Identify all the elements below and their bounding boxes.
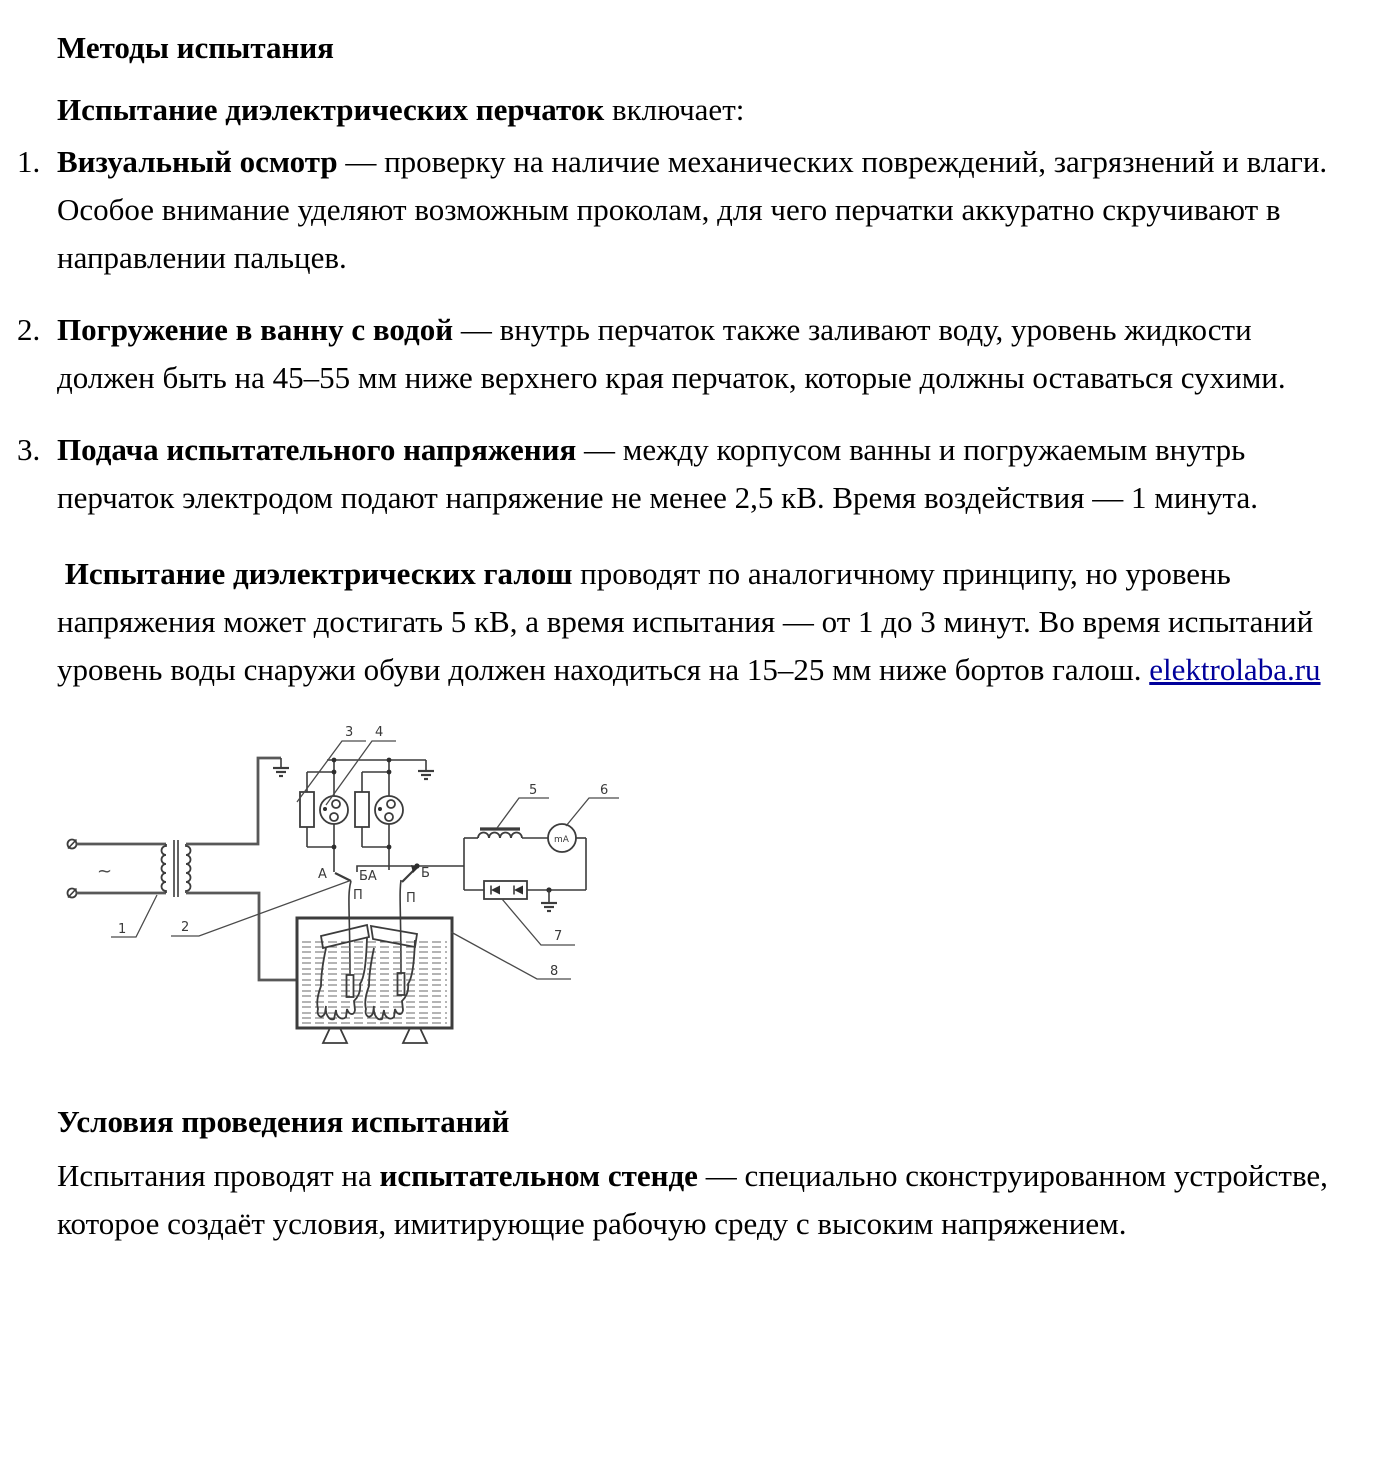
list-item-number: 3. [17, 432, 41, 467]
resistor-2 [355, 772, 369, 847]
contact-label-b: Б [421, 866, 430, 881]
heading-test-methods: Методы испытания [57, 30, 334, 65]
hv-wire-riser [186, 758, 281, 844]
intro-bold-text: Испытание диэлектрических перчаток [57, 92, 605, 127]
galoshes-text: проводят по аналогичному принципу, но уровень напряжения может достигать 5 кВ, а время испытания — от 1 до 3 минут. Во время испытаний уровень воды снаружи обуви должен находиться на 15–25 мм ниже бортов галош. [57, 556, 1314, 687]
ac-tilde-symbol: ~ [97, 861, 113, 882]
callout-5: 5 [529, 783, 538, 798]
choke-coil [478, 833, 522, 839]
test-steps-list [17, 138, 1348, 522]
electrode-wire-2 [400, 880, 401, 973]
elektrolaba-link[interactable]: elektrolaba.ru [1149, 652, 1321, 687]
list-item-test-voltage [17, 426, 1348, 522]
closing-bold-text: испытательном стенде [379, 1158, 698, 1193]
milliammeter [548, 824, 576, 852]
closing-paragraph [57, 1152, 1348, 1248]
glove-electrode-1 [347, 975, 354, 997]
list-item-number: 2. [17, 312, 41, 347]
callout-4: 4 [375, 725, 384, 740]
indicator-branch-section [300, 758, 434, 872]
milliammeter-label: mA [554, 835, 569, 845]
galoshes-bold-text: Испытание диэлектрических галош [57, 556, 573, 591]
list-item-bold: Визуальный осмотр [57, 144, 338, 179]
test-stand-circuit-diagram [59, 710, 679, 1080]
list-item-text: — между корпусом ванны и погружаемым внутрь перчаток электродом подают напряжение не менее 2,5 кВ. Время воздействия — 1 минута. [57, 432, 1258, 515]
tank-foot-right [403, 1028, 427, 1043]
measuring-circuit [464, 824, 586, 911]
galoshes-paragraph [57, 550, 1348, 694]
ground-symbol-left [273, 758, 289, 776]
callout-1: 1 [118, 922, 127, 937]
test-glove-1 [317, 925, 369, 1019]
heading-test-conditions: Условия проведения испытаний [57, 1104, 510, 1139]
callout-2: 2 [181, 920, 190, 935]
callout-8: 8 [550, 964, 559, 979]
list-item-text: — внутрь перчаток также заливают воду, уровень жидкости должен быть на 45–55 мм ниже верхнего края перчаток, которые должны оставаться сухими. [57, 312, 1286, 395]
callout-7: 7 [554, 929, 563, 944]
list-item-water-bath [17, 306, 1348, 402]
intro-rest-text: включает: [604, 92, 745, 127]
list-item-bold: Погружение в ванну с водой [57, 312, 454, 347]
rectifier-block [484, 881, 527, 899]
resistor-1 [300, 772, 314, 847]
list-item-visual-inspection [17, 138, 1348, 282]
callout-3: 3 [345, 725, 354, 740]
glove-electrode-2 [398, 973, 405, 995]
hv-transformer [162, 840, 191, 897]
ac-source-terminals [68, 840, 113, 898]
contact-label-a: А [318, 867, 327, 882]
list-item-text: — проверку на наличие механических повреждений, загрязнений и влаги. Особое внимание уделяют возможным проколам, для чего перчатки аккуратно скручивают в направлении пальцев. [57, 144, 1328, 275]
callout-6: 6 [600, 783, 609, 798]
indicator-lamp-2 [375, 760, 403, 870]
intro-paragraph [57, 86, 1348, 134]
tank-foot-left [323, 1028, 347, 1043]
closing-after-text: — специально сконструированном устройстве, которое создаёт условия, имитирующие рабочую среду с высоким напряжением. [57, 1158, 1328, 1241]
indicator-lamp-1 [320, 760, 348, 872]
callout-labels [111, 725, 619, 979]
ground-symbol-meter [541, 890, 557, 911]
knife-label-p1: П [353, 888, 363, 903]
contact-label-ba: БА [359, 869, 377, 884]
knife-label-p2: П [406, 891, 416, 906]
ground-symbol-top-right [418, 760, 434, 779]
test-glove-2 [365, 926, 417, 1019]
list-item-bold: Подача испытательного напряжения [57, 432, 577, 467]
closing-before-text: Испытания проводят на [57, 1158, 380, 1193]
list-item-number: 1. [17, 144, 41, 179]
